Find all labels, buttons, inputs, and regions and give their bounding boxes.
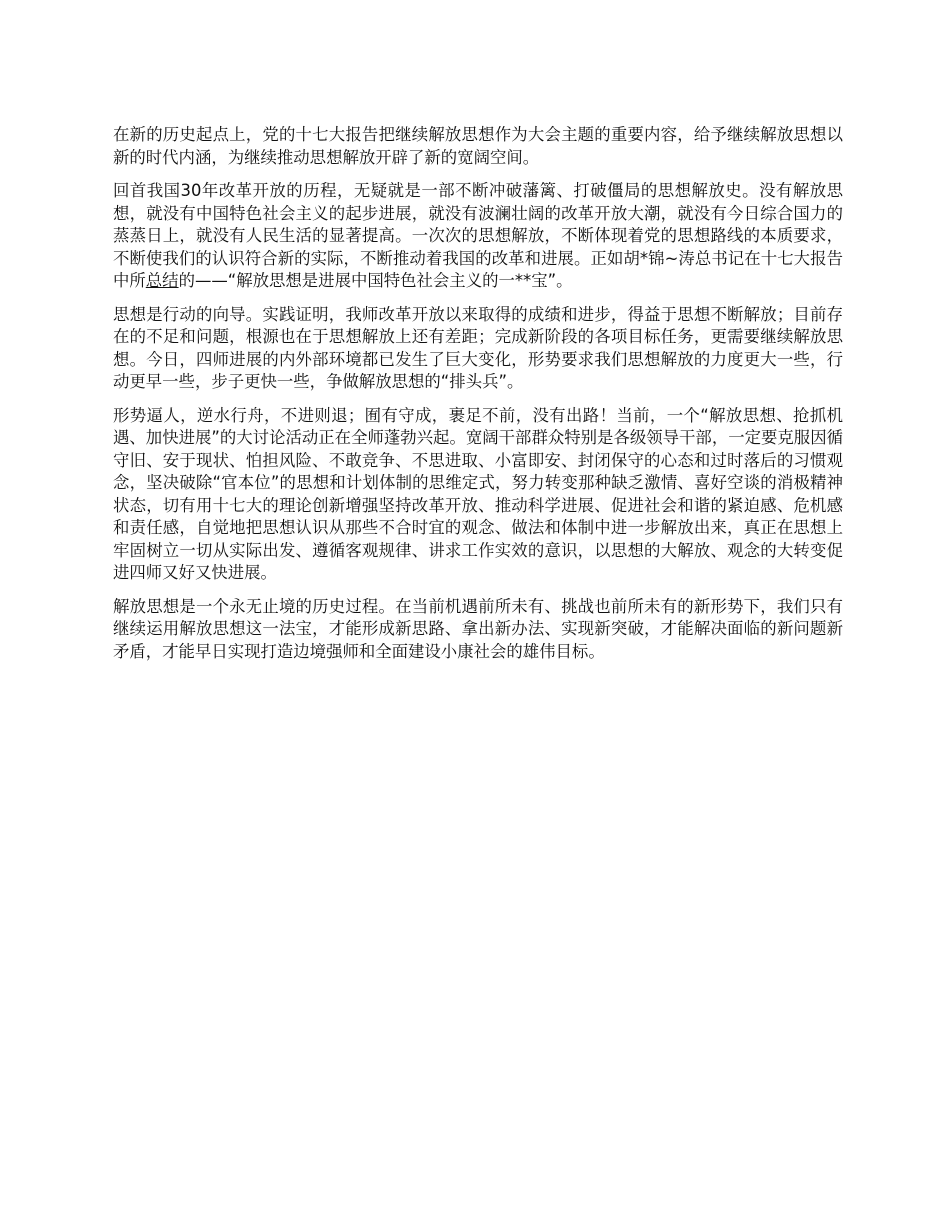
paragraph-2 (113, 180, 843, 293)
paragraph-2-text-after-link: 的——“解放思想是进展中国特色社会主义的一**宝”。 (178, 271, 573, 290)
document-body (113, 124, 843, 674)
paragraph-1: 在新的历史起点上，党的十七大报告把继续解放思想作为大会主题的重要内容，给予继续解放思想以新的时代内涵，为继续推动思想解放开辟了新的宽阔空间。 (113, 125, 843, 167)
paragraph-2-text-before-link: 回首我国30年改革开放的历程，无疑就是一部不断冲破藩篱、打破僵局的思想解放史。没有解放思想，就没有中国特色社会主义的起步进展，就没有波澜壮阔的改革开放大潮，就没有今日综合国力的蒸蒸日上，就没有人民生活的显著提高。一次次的思想解放，不断体现着党的思想路线的本质要求，不断使我们的认识符合新的实际，不断推动着我国的改革和进展。正如胡*锦~涛总书记在十七大报告中所 (113, 181, 843, 290)
summary-link[interactable]: 总结 (145, 271, 179, 290)
paragraph-5: 解放思想是一个永无止境的历史过程。在当前机遇前所未有、挑战也前所未有的新形势下，我们只有继续运用解放思想这一法宝，才能形成新思路、拿出新办法、实现新突破，才能解决面临的新问题新矛盾，才能早日实现打造边境强师和全面建设小康社会的雄伟目标。 (113, 596, 843, 661)
paragraph-3: 思想是行动的向导。实践证明，我师改革开放以来取得的成绩和进步，得益于思想不断解放；目前存在的不足和问题，根源也在于思想解放上还有差距；完成新阶段的各项目标任务，更需要继续解放思想。今日，四师进展的内外部环境都已发生了巨大变化，形势要求我们思想解放的力度更大一些，行动更早一些，步子更快一些，争做解放思想的“排头兵”。 (113, 304, 843, 391)
paragraph-4: 形势逼人，逆水行舟，不进则退；囿有守成，裹足不前，没有出路！当前，一个“解放思想、抢抓机遇、加快进展”的大讨论活动正在全师蓬勃兴起。宽阔干部群众特别是各级领导干部，一定要克服因循守旧、安于现状、怕担风险、不敢竞争、不思进取、小富即安、封闭保守的心态和过时落后的习惯观念，坚决破除“官本位”的思想和计划体制的思维定式，努力转变那种缺乏激情、喜好空谈的消极精神状态，切有用十七大的理论创新增强坚持改革开放、推动科学进展、促进社会和谐的紧迫感、危机感和责任感，自觉地把思想认识从那些不合时宜的观念、做法和体制中进一步解放出来，真正在思想上牢固树立一切从实际出发、遵循客观规律、讲求工作实效的意识，以思想的大解放、观念的大转变促进四师又好又快进展。 (113, 405, 843, 582)
